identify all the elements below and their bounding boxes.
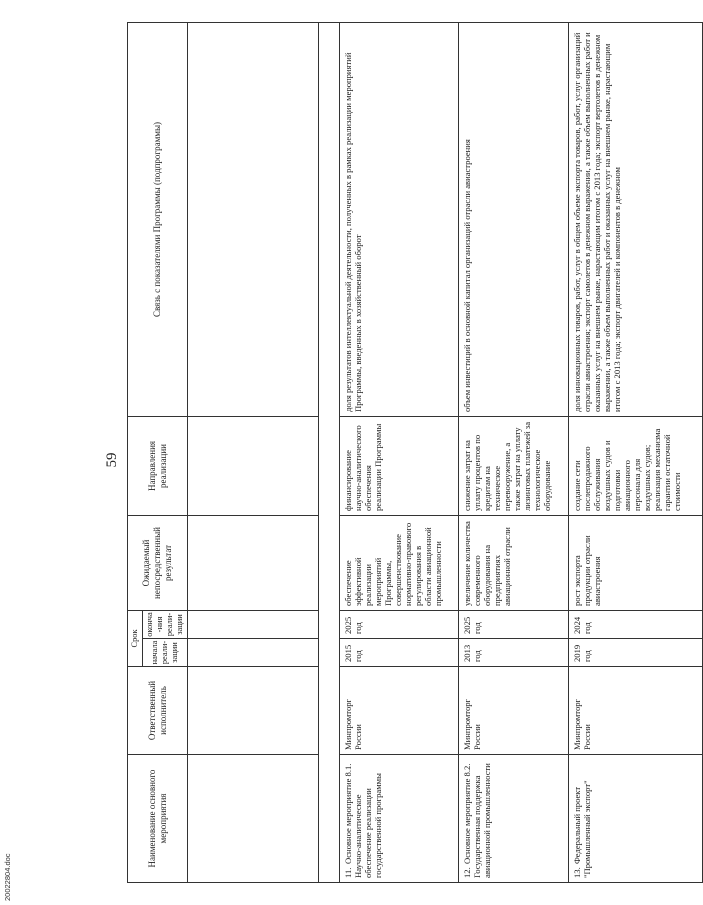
header-name: Наименование основного мероприятия — [128, 755, 188, 883]
header-link: Связь с показателями Программы (подпрограммы) — [128, 23, 188, 417]
row-name: Основное мероприятие 8.2. Государственная поддержка авиационной промышленности — [462, 763, 492, 878]
row-directions: снижение затрат на уплату процентов по кредитам на техническое перевооружение, а также затрат на уплату лизинговых платежей за технологическое оборудование — [459, 417, 569, 516]
header-term: Срок — [128, 611, 143, 667]
table-row — [459, 23, 569, 883]
header-result: Ожидаемый непосредственный результат — [128, 516, 188, 611]
row-name-cell — [569, 755, 703, 883]
row-end: 2025 год — [340, 611, 459, 639]
table-row — [340, 23, 459, 883]
table-row — [569, 23, 703, 883]
row-executor: Минпромторг России — [340, 667, 459, 755]
row-number: 12. — [462, 867, 472, 878]
row-name-cell — [340, 755, 459, 883]
row-end: 2024 год — [569, 611, 703, 639]
row-end: 2025 год — [459, 611, 569, 639]
page-number: 59 — [104, 452, 120, 468]
measures-table — [127, 22, 703, 883]
row-link: объем инвестиций в основной капитал организаций отрасли авиастроения — [459, 23, 569, 417]
row-executor: Минпромторг России — [459, 667, 569, 755]
header-executor: Ответственный исполнитель — [128, 667, 188, 755]
row-start: 2015 год — [340, 639, 459, 667]
row-number: 13. — [572, 867, 582, 878]
row-start: 2013 год — [459, 639, 569, 667]
row-directions: финансирование научно-аналитического обеспечения реализации Программы — [340, 417, 459, 516]
subprogram-row — [319, 23, 340, 883]
row-directions: создание сети послепродажного обслуживания воздушных судов и подготовки авиационного персонала для воздушных судов; реализация механизма гарантии остаточной стоимости — [569, 417, 703, 516]
row-name-cell — [459, 755, 569, 883]
row-name: Основное мероприятие 8.1. Научно-аналитическое обеспечение реализации государственной программы — [343, 763, 383, 878]
header-directions: Направления реализации — [128, 417, 188, 516]
row-result: рост экспорта продукции отрасли авиастроения — [569, 516, 703, 611]
row-number: 11. — [343, 867, 353, 878]
row-result: обеспечение эффективной реализации мероприятий Программы, совершенствование нормативно-правового регулирования в области авиационной промышленности — [340, 516, 459, 611]
row-executor: Минпромторг России — [569, 667, 703, 755]
table-row-continuation — [188, 23, 319, 883]
header-start: начала реали-зации — [143, 639, 188, 667]
row-start: 2019 год — [569, 639, 703, 667]
row-name: Федеральный проект "Промышленный экспорт" — [572, 780, 592, 878]
subprogram-title — [319, 23, 340, 883]
row-link: доля инновационных товаров, работ, услуг в общем объеме экспорта товаров, работ, услуг организаций отрасли авиастроения; экспорт самолетов в денежном выражении, а также объем выполненных работ и оказанных услуг на внешнем рынке, нарастающим итогом с 2013 года; экспорт вертолетов в денежном выражении, а также объем выполненных работ и оказанных услуг на внешнем рынке, нарастающим итогом с 2013 года; экспорт двигателей и компонентов в денежном — [569, 23, 703, 417]
continuation-link-cell — [188, 23, 319, 417]
header-end: оконча-ния реали-зации — [143, 611, 188, 639]
row-link: доля результатов интеллектуальной деятельности, полученных в рамках реализации мероприятий Программы, введенных в хозяйственный оборот — [340, 23, 459, 417]
table-header — [128, 23, 188, 883]
footer-file-code: 20022804.doc — [3, 853, 12, 901]
row-result: увеличение количества современного оборудования на предприятиях авиационной отрасли — [459, 516, 569, 611]
